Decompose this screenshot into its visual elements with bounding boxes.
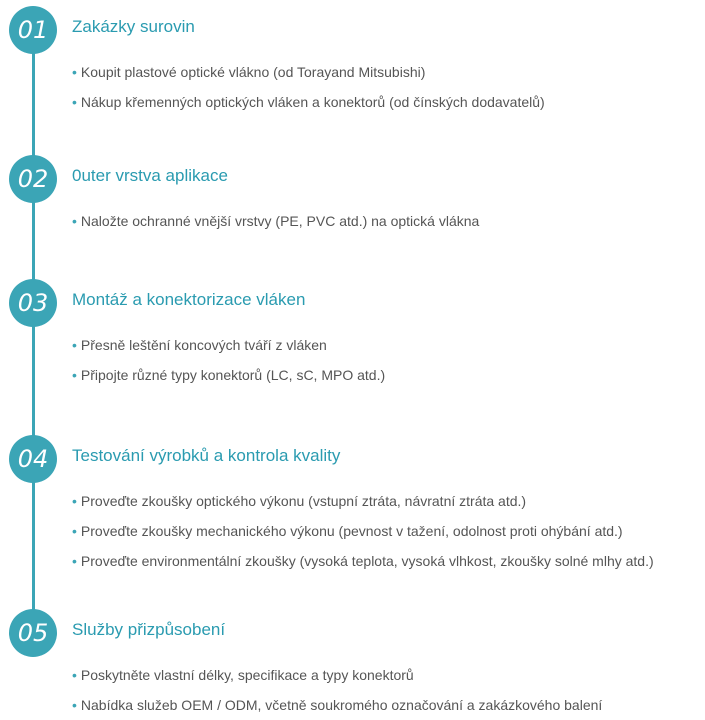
step-number-badge: 04: [9, 435, 57, 483]
step-items: [72, 206, 479, 236]
step-items: [72, 486, 654, 576]
step-title: Montáž a konektorizace vláken: [72, 290, 306, 309]
list-item-text: Poskytněte vlastní délky, specifikace a typy konektorů: [80, 667, 414, 683]
list-item: [72, 546, 654, 576]
list-item-text: Přesně leštění koncových tváří z vláken: [80, 337, 327, 353]
bullet-icon: •: [72, 64, 77, 80]
list-item: [72, 87, 545, 117]
step-number-badge: 02: [9, 155, 57, 203]
bullet-icon: •: [72, 553, 77, 569]
bullet-icon: •: [72, 523, 77, 539]
bullet-icon: •: [72, 94, 77, 110]
step-items: [72, 330, 385, 390]
timeline-line: [32, 30, 35, 640]
list-item: [72, 330, 385, 360]
list-item: [72, 660, 602, 690]
list-item: [72, 486, 654, 516]
list-item: [72, 57, 545, 87]
list-item-text: Proveďte environmentální zkoušky (vysoká teplota, vysoká vlhkost, zkoušky solné mlhy atd.): [80, 553, 654, 569]
step-items: [72, 660, 602, 720]
step-number-badge: 05: [9, 609, 57, 657]
step-title: Služby přizpůsobení: [72, 620, 226, 639]
list-item-text: Nákup křemenných optických vláken a konektorů (od čínských dodavatelů): [80, 94, 545, 110]
list-item: [72, 690, 602, 720]
bullet-icon: •: [72, 667, 77, 683]
bullet-icon: •: [72, 337, 77, 353]
bullet-icon: •: [72, 213, 77, 229]
bullet-icon: •: [72, 697, 77, 713]
list-item: [72, 206, 479, 236]
list-item-text: Proveďte zkoušky mechanického výkonu (pevnost v tažení, odolnost proti ohýbání atd.): [80, 523, 623, 539]
list-item: [72, 360, 385, 390]
step-title: Zakázky surovin: [72, 17, 195, 36]
list-item-text: Proveďte zkoušky optického výkonu (vstupní ztráta, návratní ztráta atd.): [80, 493, 527, 509]
list-item-text: Nabídka služeb OEM / ODM, včetně soukromého označování a zakázkového balení: [80, 697, 603, 713]
step-title: 0uter vrstva aplikace: [72, 166, 228, 185]
step-number-badge: 01: [9, 6, 57, 54]
list-item: [72, 516, 654, 546]
step-items: [72, 57, 545, 117]
bullet-icon: •: [72, 493, 77, 509]
list-item-text: Koupit plastové optické vlákno (od Torayand Mitsubishi): [80, 64, 426, 80]
step-number-badge: 03: [9, 279, 57, 327]
bullet-icon: •: [72, 367, 77, 383]
step-title: Testování výrobků a kontrola kvality: [72, 446, 341, 465]
list-item-text: Připojte různé typy konektorů (LC, sC, MPO atd.): [80, 367, 386, 383]
list-item-text: Naložte ochranné vnější vrstvy (PE, PVC atd.) na optická vlákna: [80, 213, 480, 229]
